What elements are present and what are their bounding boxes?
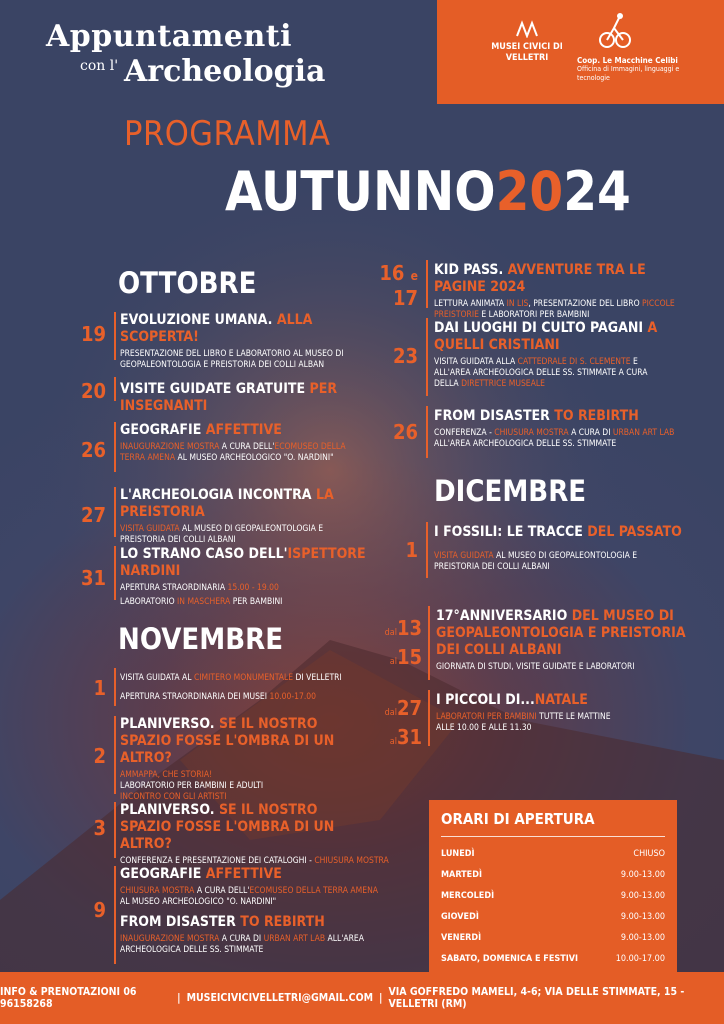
event-day: 26 (80, 438, 106, 462)
event-divider (426, 318, 428, 396)
event-title: KID PASS. AVVENTURE TRA LE PAGINE 2024 (434, 262, 646, 295)
event-title: VISITE GUIDATE GRATUITE PER INSEGNANTI (120, 381, 338, 414)
month-dicembre: DICEMBRE (434, 474, 587, 508)
footer-phone: INFO & PRENOTAZIONI 06 96158268 (0, 986, 137, 1010)
event-body (436, 692, 686, 734)
event-body (120, 866, 385, 956)
month-ottobre: OTTOBRE (118, 266, 257, 300)
event-day: 1 (405, 538, 418, 562)
coop-logo (577, 12, 707, 83)
event-item (70, 546, 380, 607)
event-divider (114, 546, 116, 600)
programma-label: PROGRAMMA (124, 114, 331, 154)
event-desc: INAUGURAZIONE MOSTRA A CURA DELL'ECOMUSEO DELLA TERRA AMENA AL MUSEO ARCHEOLOGICO "O. NARDINI" (120, 442, 346, 463)
event-title: GEOGRAFIE AFFETTIVE (120, 866, 282, 882)
event-desc-2: LABORATORIO PER BAMBINI E ADULTI (120, 781, 264, 791)
musei-logo-text: MUSEI CIVICI DI VELLETRI (491, 42, 563, 63)
event-body (434, 524, 684, 573)
event-desc: LETTURA ANIMATA IN LIS, PRESENTAZIONE DEL LIBRO PICCOLE PREISTORIE E LABORATORI PER BAMBINI (434, 299, 675, 320)
event-day: 9 (93, 898, 106, 922)
footer-separator: | (379, 992, 383, 1004)
hours-row: LUNEDÌ CHIUSO (441, 849, 665, 859)
event-desc: VISITA GUIDATA AL MUSEO DI GEOPALEONTOLOGIA E PREISTORIA DEI COLLI ALBANI (434, 551, 638, 572)
event-desc-3: INCONTRO CON GLI ARTISTI (120, 792, 227, 802)
event-divider (114, 487, 116, 537)
event-item (70, 487, 370, 545)
event-item (370, 606, 700, 680)
event-title: PLANIVERSO. SE IL NOSTRO SPAZIO FOSSE L'OMBRA DI UN ALTRO? (120, 802, 335, 852)
opening-hours-title: ORARI DI APERTURA (441, 810, 665, 837)
footer-separator: | (177, 992, 181, 1004)
month-novembre: NOVEMBRE (118, 622, 284, 656)
event-day: 19 (80, 322, 106, 346)
event-item (378, 260, 698, 320)
event-day: 16 e 17 (379, 261, 418, 310)
event-desc: VISITA GUIDATA AL MUSEO DI GEOPALEONTOLOGIA E PREISTORIA DEI COLLI ALBANI (120, 524, 324, 545)
event-title-2: FROM DISASTER TO REBIRTH (120, 914, 325, 930)
event-desc: CONFERENZA - CHIUSURA MOSTRA A CURA DI URBAN ART LAB ALL'AREA ARCHEOLOGICA DELLE SS. STIMMATE (434, 428, 675, 449)
event-title: I FOSSILI: LE TRACCE DEL PASSATO (434, 524, 682, 540)
footer-bar (0, 972, 724, 1024)
event-body (434, 262, 696, 321)
opening-hours-panel (429, 800, 677, 975)
event-item (70, 716, 380, 802)
title-line-2: Archeologia (124, 54, 326, 89)
event-day: 1 (93, 676, 106, 700)
musei-logo-icon (515, 20, 539, 38)
event-body (120, 546, 380, 608)
event-item (70, 377, 380, 414)
season-title (225, 160, 631, 223)
logo-panel (437, 0, 724, 104)
event-body (120, 422, 370, 464)
hours-row: MERCOLEDÌ 9.00-13.00 (441, 891, 665, 901)
event-item (378, 522, 698, 578)
event-title: FROM DISASTER TO REBIRTH (434, 408, 639, 424)
event-desc: CHIUSURA MOSTRA A CURA DELL'ECOMUSEO DELLA TERRA AMENA AL MUSEO ARCHEOLOGICO "O. NARDINI" (120, 886, 379, 907)
event-desc: AMMAPPA, CHE STORIA! (120, 770, 213, 780)
cyclist-icon (597, 12, 633, 50)
event-divider (426, 522, 428, 578)
event-title: 17°ANNIVERSARIO DEL MUSEO DI GEOPALEONTOLOGIA E PREISTORIA DEI COLLI ALBANI (436, 608, 686, 658)
event-day: 31 (80, 566, 106, 590)
event-item (70, 866, 390, 966)
event-title: PLANIVERSO. SE IL NOSTRO SPAZIO FOSSE L'OMBRA DI UN ALTRO? (120, 716, 335, 766)
coop-tagline: Officina di Immagini, linguaggi e tecnologie (577, 65, 680, 82)
event-divider (114, 377, 116, 401)
event-divider (114, 312, 116, 360)
event-title: I PICCOLI DI...NATALE (436, 692, 588, 708)
event-desc-2: ALLE 10.00 E ALLE 11.30 (436, 723, 532, 733)
event-desc: PRESENTAZIONE DEL LIBRO E LABORATORIO AL MUSEO DI GEOPALEONTOLOGIA E PREISTORIA DEI COLLI ALBAN (120, 349, 344, 370)
event-day: 23 (392, 344, 418, 368)
season-year-a: 20 (495, 160, 564, 223)
event-item (70, 312, 370, 370)
hours-row: SABATO, DOMENICA E FESTIVI 10.00-17.00 (441, 954, 665, 964)
event-divider (428, 690, 430, 746)
event-day: 26 (392, 420, 418, 444)
event-divider (114, 802, 116, 858)
event-desc-2: INAUGURAZIONE MOSTRA A CURA DI URBAN ART LAB ALL'AREA ARCHEOLOGICA DELLE SS. STIMMATE (120, 934, 364, 955)
event-title: LO STRANO CASO DELL'ISPETTORE NARDINI (120, 546, 366, 579)
event-body (120, 487, 370, 546)
event-item (370, 690, 700, 749)
event-title: L'ARCHEOLOGIA INCONTRA LA PREISTORIA (120, 487, 334, 520)
footer-address: VIA GOFFREDO MAMELI, 4-6; VIA DELLE STIMMATE, 15 - VELLETRI (RM) (388, 986, 685, 1010)
title-line-1: Appuntamenti (46, 19, 293, 54)
title-connector: con l' (80, 58, 119, 74)
event-day: dal27 al31 (384, 696, 422, 749)
event-divider (114, 422, 116, 472)
event-divider (114, 866, 116, 964)
event-body (434, 320, 674, 390)
event-item (378, 318, 698, 396)
event-desc-2: LABORATORIO IN MASCHERA PER BAMBINI (120, 597, 283, 607)
event-body (120, 312, 370, 371)
event-title: GEOGRAFIE AFFETTIVE (120, 422, 282, 438)
event-item (70, 668, 380, 708)
event-title: DAI LUOGHI DI CULTO PAGANI A QUELLI CRISTIANI (434, 320, 658, 353)
event-body (434, 408, 696, 450)
event-body (120, 716, 340, 803)
event-day: 3 (93, 816, 106, 840)
event-divider (426, 406, 428, 458)
season-word: AUTUNNO (225, 160, 496, 223)
event-desc-2: APERTURA STRAORDINARIA DEI MUSEI 10.00-17.00 (120, 692, 316, 702)
event-divider (428, 606, 430, 680)
hours-row: GIOVEDÌ 9.00-13.00 (441, 912, 665, 922)
event-item (70, 422, 370, 472)
event-body (120, 670, 380, 703)
event-divider (114, 716, 116, 794)
event-body (120, 802, 390, 867)
event-body (436, 608, 698, 673)
event-day: 27 (80, 503, 106, 527)
event-day: 2 (93, 744, 106, 768)
event-divider (426, 260, 428, 308)
event-desc: APERTURA STRAORDINARIA 15.00 - 19.00 (120, 583, 279, 593)
event-divider (114, 668, 116, 706)
event-desc: VISITA GUIDATA ALLA CATTEDRALE DI S. CLEMENTE E ALL'AREA ARCHEOLOGICA DELLE SS. STIMMATE A CURA DELLA DIRETTRICE MUSEALE (434, 357, 648, 389)
event-desc: CONFERENZA E PRESENTAZIONE DEI CATALOGHI - CHIUSURA MOSTRA (120, 856, 389, 866)
event-body (120, 381, 380, 415)
hours-row: VENERDÌ 9.00-13.00 (441, 933, 665, 943)
footer-email[interactable]: MUSEICIVICIVELLETRI@GMAIL.COM (186, 992, 374, 1004)
event-desc: GIORNATA DI STUDI, VISITE GUIDATE E LABORATORI (436, 662, 635, 672)
event-day: dal13 al15 (384, 616, 422, 669)
event-day: 20 (80, 379, 106, 403)
season-year-b: 24 (563, 160, 631, 223)
coop-name: Coop. Le Macchine Celibi (577, 56, 678, 65)
event-desc: LABORATORI PER BAMBINI TUTTE LE MATTINE (436, 712, 611, 722)
event-item (378, 406, 698, 458)
event-item (70, 802, 390, 866)
event-title: EVOLUZIONE UMANA. ALLA SCOPERTA! (120, 312, 313, 345)
hours-row: MARTEDÌ 9.00-13.00 (441, 870, 665, 880)
musei-civici-logo (482, 20, 572, 64)
event-desc: VISITA GUIDATA AL CIMITERO MONUMENTALE DI VELLETRI (120, 673, 342, 683)
